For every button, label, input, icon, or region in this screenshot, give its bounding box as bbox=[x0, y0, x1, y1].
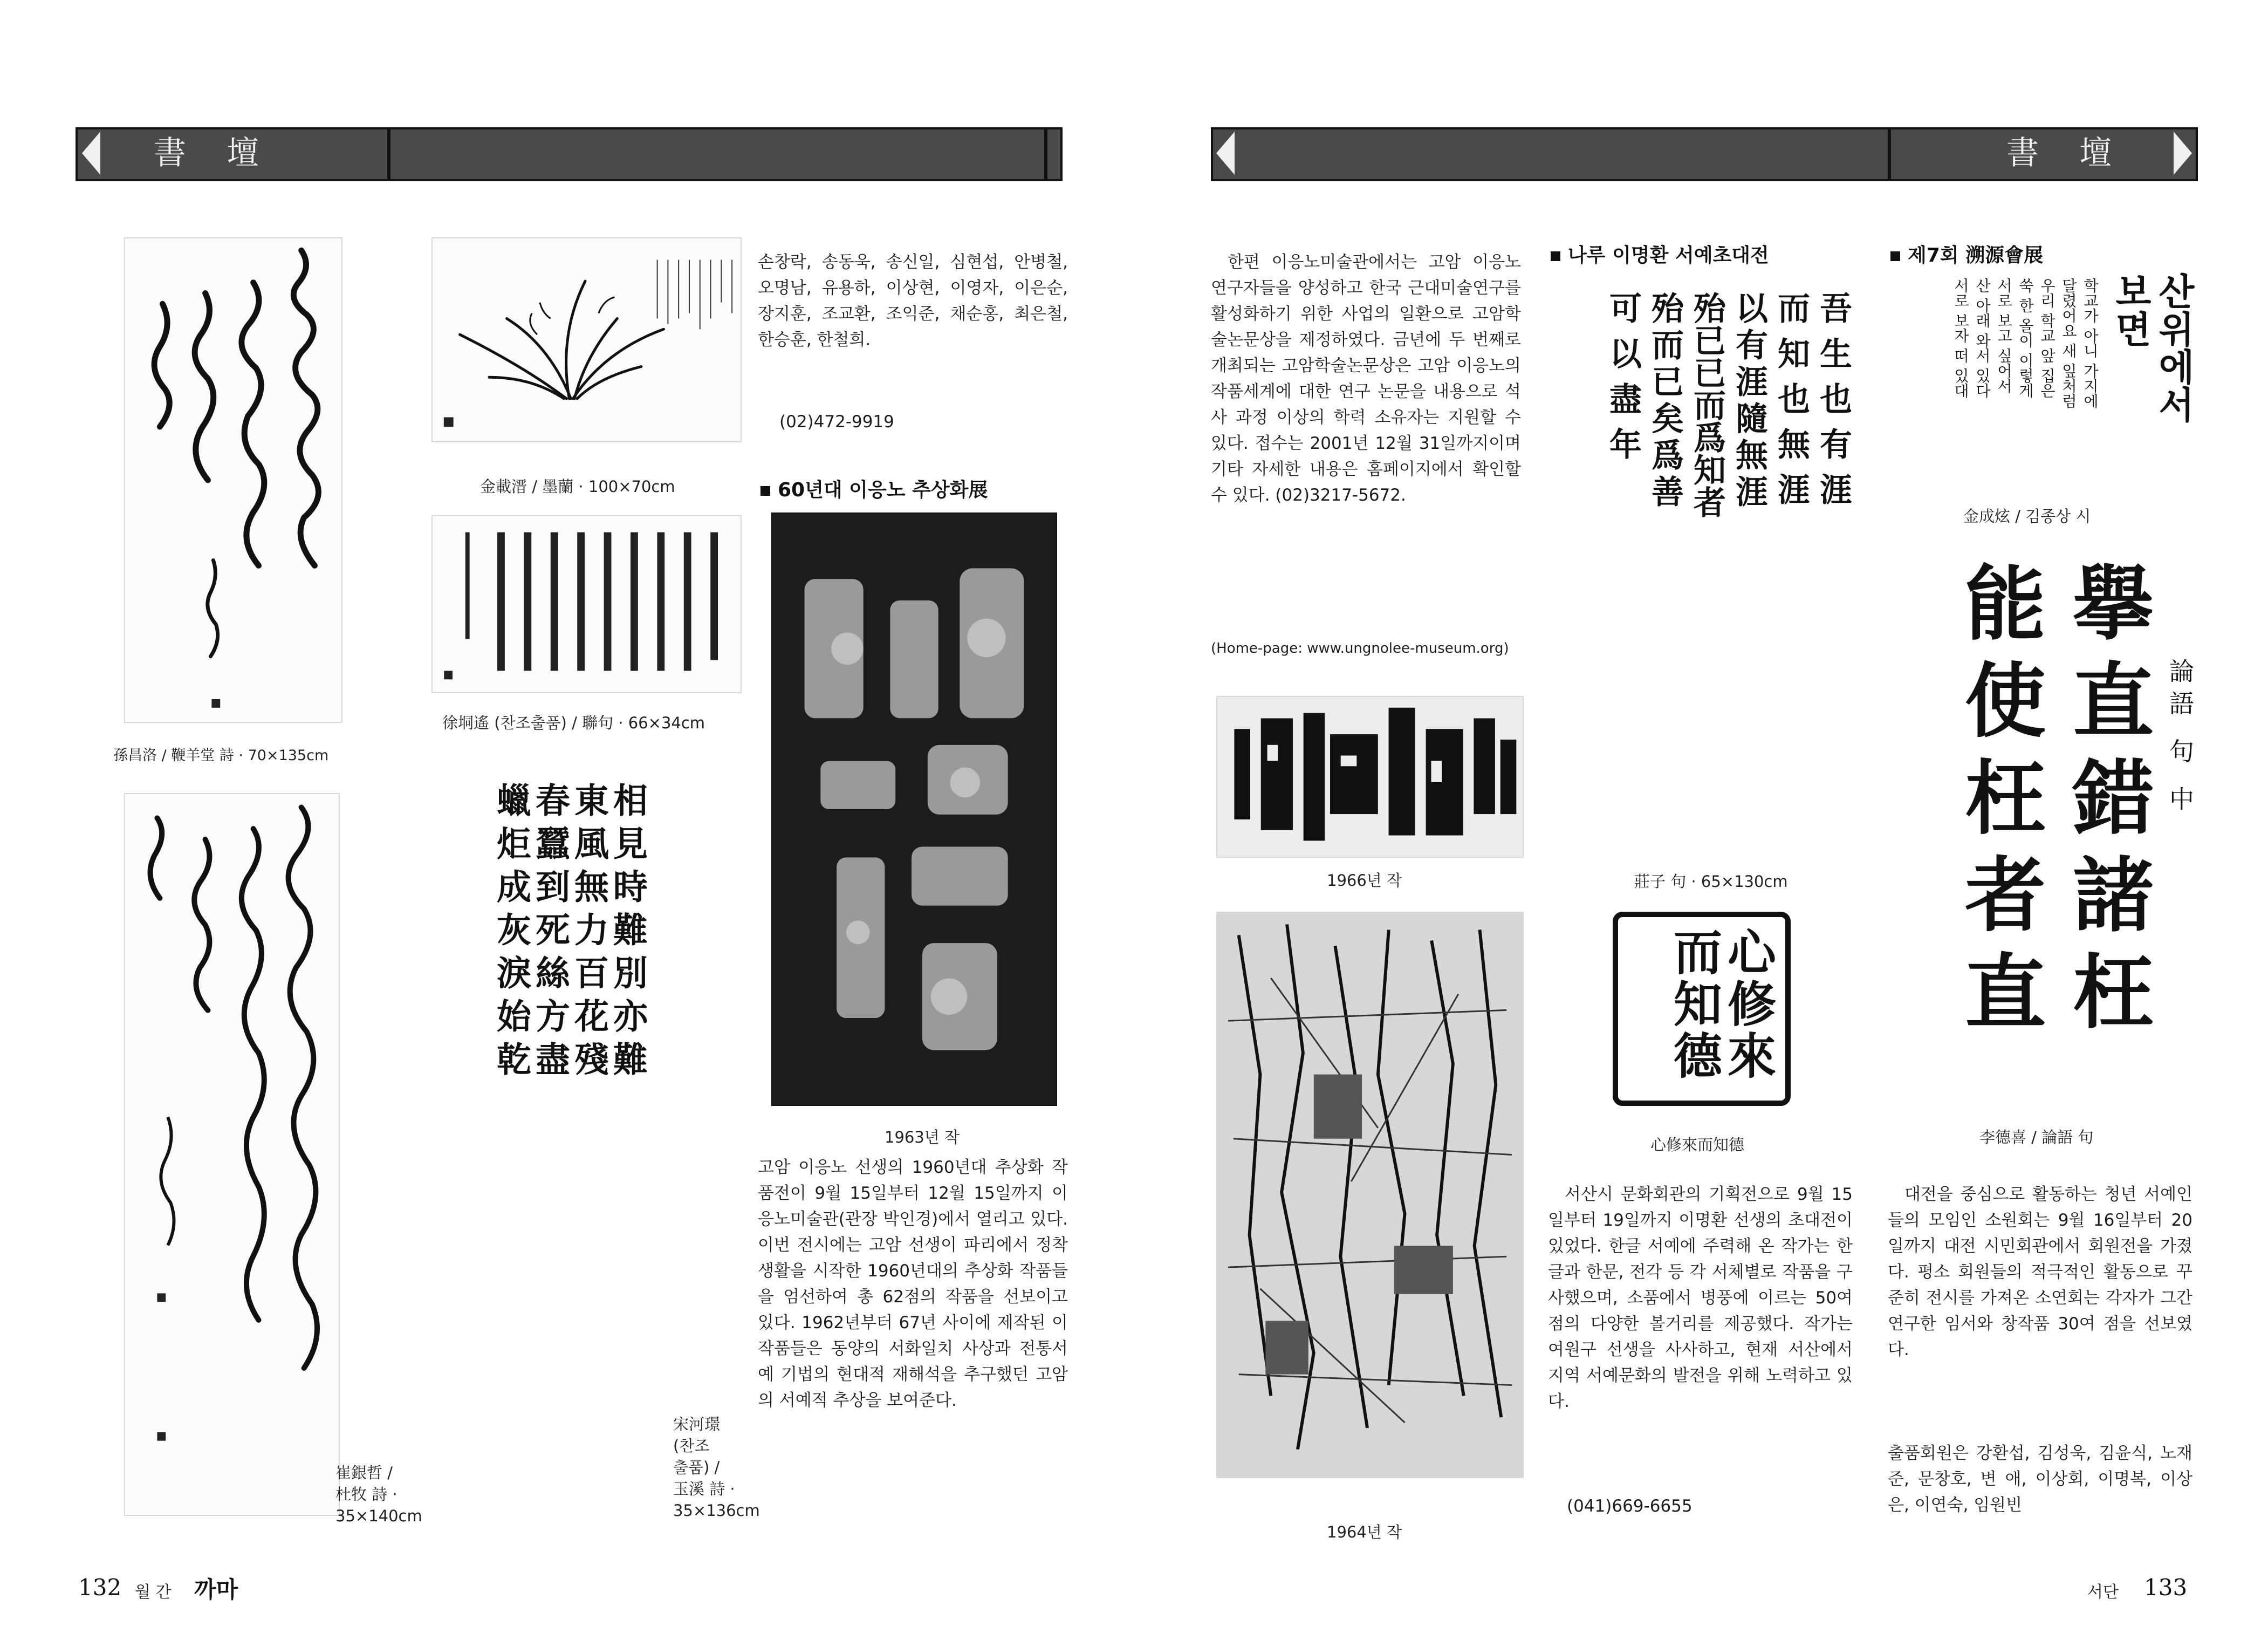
abstract-1964-lines bbox=[1217, 913, 1523, 1477]
heading-soyeon-exhibition: 제7회 溯源會展 bbox=[1890, 240, 2043, 268]
magazine-name-left: 까마 bbox=[194, 1576, 238, 1603]
artwork-choi-eunchul bbox=[124, 793, 340, 1516]
page-number-right: 133 bbox=[2144, 1574, 2188, 1601]
hangul-line-7: 서로 보자 떠 있대 bbox=[1952, 278, 1970, 398]
poem-column-2: 東風無力百花殘 bbox=[568, 782, 609, 1084]
poem-column-4: 蠟炬成灰淚始乾 bbox=[491, 782, 531, 1084]
caption-kim-jaeseok: 金載溍 / 墨蘭 · 100×70cm bbox=[480, 477, 675, 496]
caption-ungno-1963: 1963년 작 bbox=[885, 1128, 960, 1146]
caption-ungno-1964: 1964년 작 bbox=[1327, 1523, 1402, 1541]
right-header-divider bbox=[1888, 127, 1891, 181]
zhuangzi-column-6: 可以盡年 bbox=[1604, 291, 1642, 473]
cursive-strokes bbox=[125, 238, 341, 722]
artwork-seal-carving bbox=[1613, 912, 1791, 1106]
hangul-line-6: 산 아래 와서 있다 bbox=[1974, 278, 1991, 398]
artwork-sun-changrak bbox=[124, 237, 342, 723]
heading-bullet bbox=[1890, 251, 1900, 261]
caption-choi-eunchul: 崔銀哲 / 杜牧 詩 · 35×140cm bbox=[335, 1464, 422, 1525]
seal-text: 心修來而知德 bbox=[1665, 927, 1776, 1082]
analects-column-1: 擧直錯諸枉 bbox=[2059, 561, 2154, 1047]
hangul-line-4: 쑥 한 올이 이렇게 bbox=[2017, 278, 2034, 398]
left-header-title: 書 壇 bbox=[154, 134, 275, 172]
page-number-left: 132 bbox=[78, 1574, 122, 1601]
artwork-ungno-1964 bbox=[1216, 912, 1524, 1478]
hangul-line-5: 서로 보고 싶어서 bbox=[1995, 278, 2013, 393]
analects-side-inscription: 論語 句 中 bbox=[2166, 658, 2195, 819]
left-header-divider-2 bbox=[1044, 127, 1047, 181]
namu-phone: (041)669-6655 bbox=[1567, 1496, 1693, 1516]
hangul-line-2: 달렸어요 새 잎처럼 bbox=[2060, 278, 2078, 408]
hangul-line-3: 우리 학교 앞 집은 bbox=[2038, 278, 2056, 398]
artwork-ungno-1966 bbox=[1216, 696, 1524, 858]
hangul-line-1: 학교가 아니 가지에 bbox=[2081, 278, 2099, 408]
caption-seo-myeongyo: 徐垌遙 (찬조출품) / 聯句 · 66×34cm bbox=[442, 714, 705, 732]
heading-ungno-abstract: 60년대 이응노 추상화展 bbox=[760, 475, 988, 502]
zhuangzi-column-1: 吾生也有涯 bbox=[1814, 291, 1852, 518]
analects-column-2: 能使枉者直 bbox=[1951, 561, 2046, 1047]
soyeon-members: 출품회원은 강환섭, 김성욱, 김윤식, 노재준, 문창호, 변 애, 이상회, 이명복, 이상은, 이연숙, 임원빈 bbox=[1888, 1444, 2192, 1515]
hangul-poem-title: 산위에서 보면 bbox=[2109, 272, 2195, 423]
heading-bullet bbox=[1551, 251, 1560, 261]
zhuangzi-column-5: 殆而已矣爲善 bbox=[1646, 291, 1684, 511]
poem-column-1: 相見時難別亦難 bbox=[607, 782, 648, 1084]
caption-kim-seonghyeon: 金成炫 / 김종상 시 bbox=[1963, 507, 2091, 525]
caption-zhuangzi: 莊子 句 · 65×130cm bbox=[1634, 872, 1788, 891]
zhuangzi-column-2: 而知也無涯 bbox=[1772, 291, 1810, 518]
left-header-divider-1 bbox=[387, 127, 390, 181]
museum-homepage: (Home-page: www.ungnolee-museum.org) bbox=[1211, 640, 1509, 657]
abstract-texture bbox=[772, 514, 1056, 1105]
zhuangzi-column-3: 以有涯隨無涯 bbox=[1730, 291, 1768, 511]
caption-ungno-1966: 1966년 작 bbox=[1327, 871, 1402, 890]
caption-lee-deokhui: 李德喜 / 論語 句 bbox=[1979, 1128, 2094, 1146]
names-list: 손창락, 송동욱, 송신일, 심현섭, 안병철, 오명남, 유용하, 이상현, 이영자, 이은순, 장지훈, 조교환, 조익준, 채순홍, 최은철, 한승훈, 한철희. bbox=[758, 252, 1068, 350]
right-header-title: 書 壇 bbox=[2006, 134, 2127, 172]
abstract-1966-strokes bbox=[1217, 697, 1523, 857]
article-ungno-abstract: 고암 이응노 선생의 1960년대 추상화 작품전이 9월 15일부터 12월 15일까지 이응노미술관(관장 박인경)에서 열리고 있다. 이번 전시에는 고암 선생이 파리에서 정착 생활을 시작한 1960년대의 추상화 작품들을 엄선하여 총 62점의 작품을 선보이고 있다. 1962년부터 67년 사이에 제작된 이 작품들은 동양의 서화일치 사상과 전통서예 기법의 현대적 재해석을 추구했던 고암의 서예적 추상을 보여준다. bbox=[758, 1158, 1068, 1410]
artwork-song-haryeong bbox=[475, 777, 653, 1521]
artwork-kim-seonghyeon-hangul bbox=[1893, 272, 2195, 456]
couplet-script-columns bbox=[433, 516, 741, 692]
poem-column-3: 春蠶到死絲方盡 bbox=[530, 782, 570, 1084]
left-header-chevron bbox=[82, 132, 100, 175]
caption-song-haryeong: 宋河璟 (찬조 출품) / 玉溪 詩 · 35×136cm bbox=[673, 1415, 760, 1520]
heading-namu-exhibition: 나루 이명환 서예초대전 bbox=[1551, 240, 1769, 268]
heading-bullet bbox=[760, 486, 770, 496]
artwork-kim-jaeseok-orchid bbox=[431, 237, 742, 442]
magazine-label-left: 월 간 bbox=[135, 1583, 172, 1602]
phone-number: (02)472-9919 bbox=[779, 412, 894, 432]
caption-seal: 心修來而知德 bbox=[1650, 1136, 1745, 1154]
artwork-zhuangzi-clerical bbox=[1583, 281, 1853, 863]
artwork-seo-myeongyo bbox=[431, 515, 742, 693]
cursive-strokes-2 bbox=[125, 794, 339, 1515]
zhuangzi-column-4: 殆已已而爲知者 bbox=[1688, 291, 1726, 518]
right-header-chevron-left bbox=[1216, 132, 1235, 175]
artwork-lee-deokhui-analects bbox=[1893, 550, 2195, 1090]
caption-sun-changrak: 孫昌洛 / 鞭羊堂 詩 · 70×135cm bbox=[113, 747, 329, 764]
orchid-drawing bbox=[433, 238, 741, 441]
right-header-chevron-right bbox=[2174, 132, 2192, 175]
intro-award-text: 한편 이응노미술관에서는 고암 이응노 연구자들을 양성하고 한국 근대미술연구를 활성화하기 위한 사업의 일환으로 고암학술논문상을 제정하였다. 금년에 두 번째로 개최되는 고암학술논문상은 고암 이응노의 작품세계에 대한 연구 논문을 내용으로 석사 과정 이상의 학력 소유자는 지원할 수 있다. 접수는 2001년 12월 31일까지이며 기타 자세한 내용은 홈페이지에서 확인할 수 있다. (02)3217-5672. bbox=[1211, 252, 1521, 505]
artwork-ungno-1963 bbox=[771, 512, 1057, 1106]
article-soyeon: 대전을 중심으로 활동하는 청년 서예인들의 모임인 소원회는 9월 16일부터 20일까지 대전 시민회관에서 회원전을 가졌다. 평소 회원들의 적극적인 활동으로 꾸준히 전시를 가져온 소연회는 각자가 그간 연구한 임서와 창작품 30여 점을 선보였다. bbox=[1888, 1185, 2192, 1359]
article-namu: 서산시 문화회관의 기획전으로 9월 15일부터 19일까지 이명환 선생의 초대전이 있었다. 한글 서예에 주력해 온 작가는 한글과 한문, 전각 등 각 서체별로 작품을 구사했으며, 소품에서 병풍에 이르는 50여점의 다양한 볼거리를 제공했다. 작가는 여원구 선생을 사사하고, 현재 서산에서 지역 서예문화의 발전을 위해 노력하고 있다. bbox=[1548, 1185, 1853, 1411]
magazine-label-right: 서단 bbox=[2087, 1583, 2119, 1602]
